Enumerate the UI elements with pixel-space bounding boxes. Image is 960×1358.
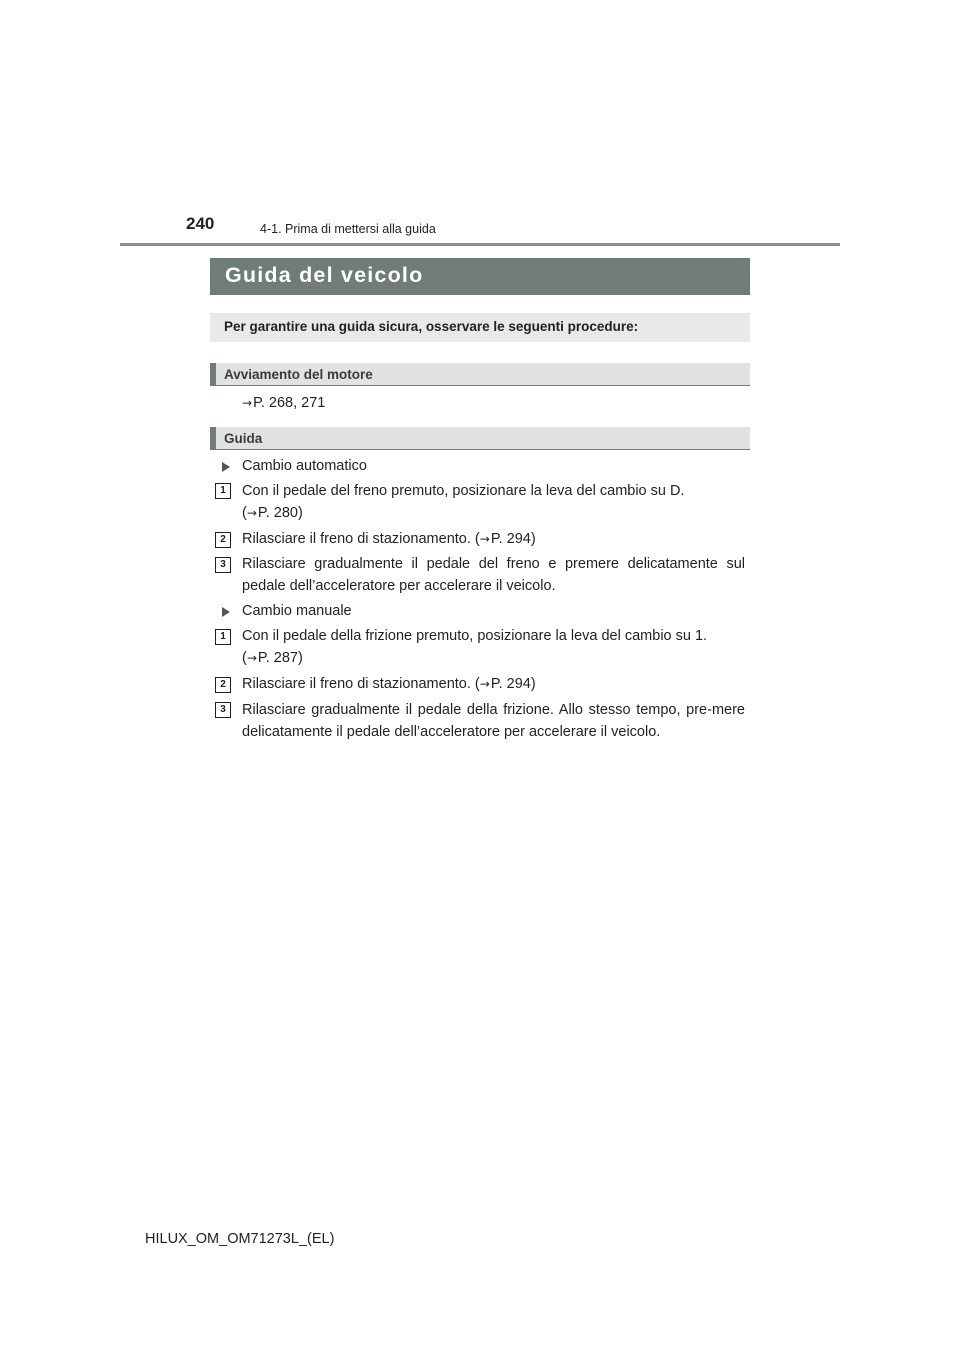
automatic-step-3: Rilasciare gradualmente il pedale del freno e premere delicatamente sul pedale dell’acceleratore per accelerare il veicolo. <box>242 556 745 594</box>
manual-label: Cambio manuale <box>242 603 352 619</box>
step-number-badge: 1 <box>215 483 231 499</box>
document-code: HILUX_OM_OM71273L_(EL) <box>145 1231 335 1247</box>
avviamento-ref-text: P. 268, 271 <box>253 395 326 411</box>
step-ref-text: P. 287) <box>257 649 303 666</box>
manual-step-3: Rilasciare gradualmente il pedale della frizione. Allo stesso tempo, pre-mere delicatamente il pedale dell’acceleratore per accelerare il veicolo. <box>242 702 745 740</box>
page-title: Guida del veicolo <box>225 263 424 287</box>
manual-step-2 <box>242 674 536 696</box>
page-title-bar <box>210 258 750 295</box>
avviamento-reference <box>242 393 325 415</box>
step-number-badge: 3 <box>215 702 231 718</box>
step-number-badge: 3 <box>215 557 231 573</box>
arrow-right-icon: → <box>479 532 490 546</box>
automatic-step-1 <box>242 481 745 524</box>
step-ref-text: P. 294) <box>490 676 536 692</box>
header-divider <box>120 243 840 246</box>
arrow-right-icon: → <box>246 650 257 665</box>
bullet-triangle-icon <box>222 607 230 617</box>
manual-step-1 <box>242 626 745 669</box>
subheading-avviamento-label: Avviamento del motore <box>224 367 373 382</box>
automatic-label: Cambio automatico <box>242 458 367 474</box>
step-text: Con il pedale della frizione premuto, posizionare la leva del cambio su 1. <box>242 628 708 644</box>
step-ref-text: P. 280) <box>257 504 303 521</box>
arrow-right-icon: → <box>479 677 490 691</box>
intro-box <box>210 313 750 342</box>
subheading-guida-label: Guida <box>224 431 263 446</box>
automatic-step-2 <box>242 529 536 551</box>
step-text: Rilasciare il freno di stazionamento. ( <box>242 531 480 547</box>
subheading-guida <box>210 427 750 450</box>
subheading-accent-bar <box>210 427 216 449</box>
bullet-triangle-icon <box>222 462 230 472</box>
subheading-avviamento <box>210 363 750 386</box>
step-text: Con il pedale del freno premuto, posizionare la leva del cambio su D. <box>242 483 685 499</box>
section-label: 4-1. Prima di mettersi alla guida <box>260 222 436 236</box>
step-number-badge: 2 <box>215 677 231 693</box>
page-number: 240 <box>186 214 215 233</box>
step-number-badge: 1 <box>215 629 231 645</box>
step-text: Rilasciare il freno di stazionamento. ( <box>242 676 480 692</box>
paren-open: ( <box>242 504 247 521</box>
arrow-right-icon: → <box>242 396 253 410</box>
step-ref-text: P. 294) <box>490 531 536 547</box>
step-number-badge: 2 <box>215 532 231 548</box>
arrow-right-icon: → <box>246 505 257 520</box>
intro-text: Per garantire una guida sicura, osservare le seguenti procedure: <box>224 319 639 334</box>
paren-open: ( <box>242 649 247 666</box>
subheading-accent-bar <box>210 363 216 385</box>
